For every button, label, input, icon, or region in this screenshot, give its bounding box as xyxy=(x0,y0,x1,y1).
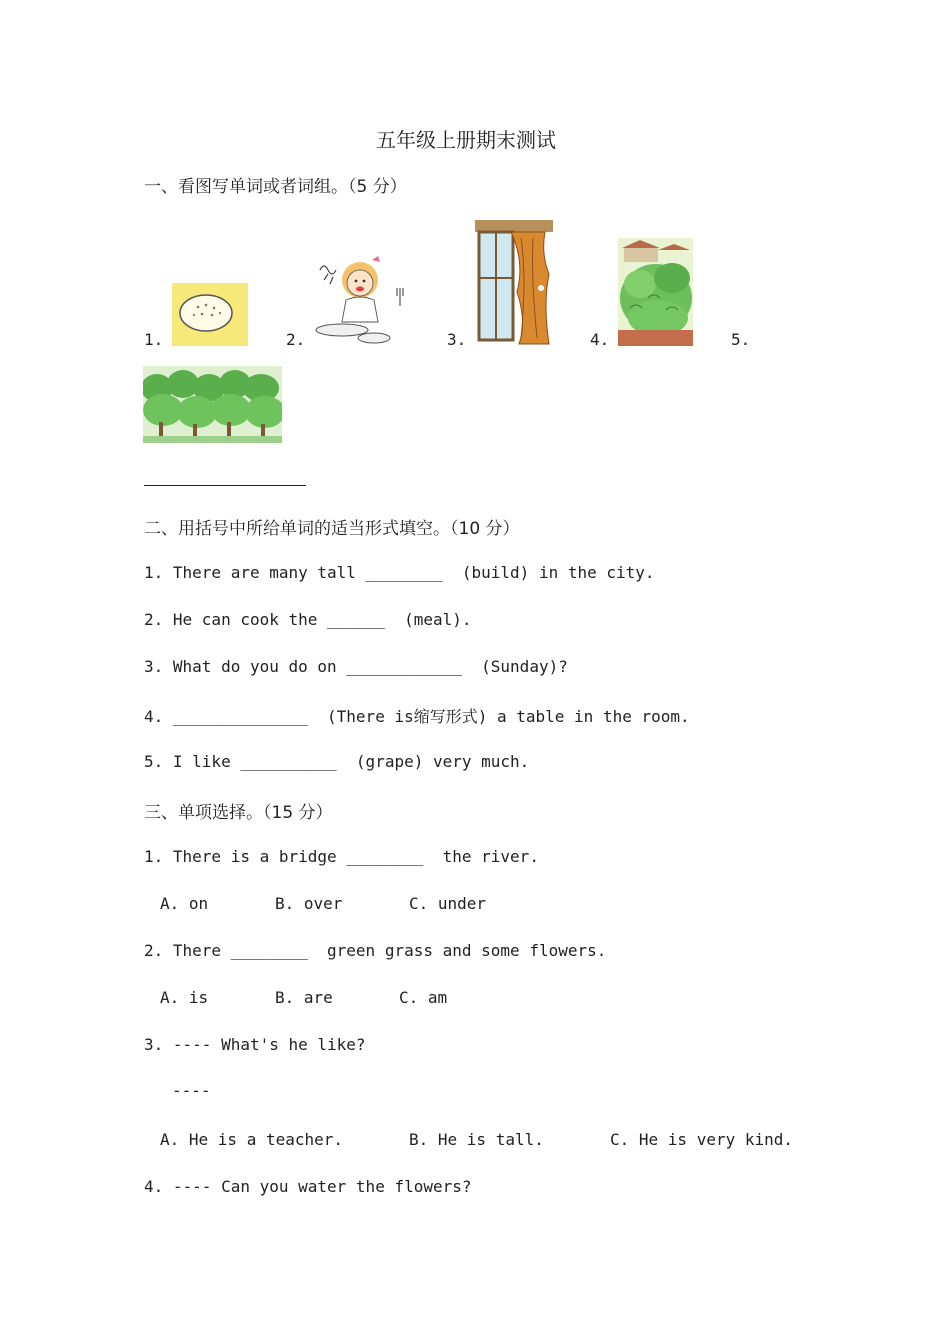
choice-question-1: 1. There is a bridge ________ the river. xyxy=(144,847,539,866)
fill-blank-item-5: 5. I like __________ (grape) very much. xyxy=(144,752,530,771)
question-number-3: 3. xyxy=(447,330,467,349)
option-1b: B. over xyxy=(275,894,343,913)
section2-heading: 二、用括号中所给单词的适当形式填空。（10 分） xyxy=(144,519,520,539)
option-1c: C. under xyxy=(409,894,487,913)
choice-question-3: 3. ---- What's he like? xyxy=(144,1035,366,1054)
bread-picture xyxy=(172,283,248,346)
page-title: 五年级上册期末测试 xyxy=(376,128,556,152)
answer-line[interactable] xyxy=(144,485,306,486)
question-number-1: 1. xyxy=(144,330,164,349)
dialog-answer-dash: ---- xyxy=(172,1081,211,1100)
option-3a: A. He is a teacher. xyxy=(160,1130,344,1149)
girl-eating-picture xyxy=(312,250,412,347)
choice-question-4: 4. ---- Can you water the flowers? xyxy=(144,1177,472,1196)
curtain-window-picture xyxy=(475,218,553,346)
question-number-4: 4. xyxy=(590,330,610,349)
choice-question-2: 2. There ________ green grass and some flowers. xyxy=(144,941,607,960)
fill-blank-item-3: 3. What do you do on ____________ (Sunday)? xyxy=(144,657,568,676)
option-3b: B. He is tall. xyxy=(409,1130,544,1149)
option-2a: A. is xyxy=(160,988,209,1007)
option-3c: C. He is very kind. xyxy=(610,1130,794,1149)
question-number-5: 5. xyxy=(731,330,751,349)
fill-blank-item-1: 1. There are many tall ________ (build) in the city. xyxy=(144,563,655,582)
question-number-2: 2. xyxy=(286,330,306,349)
option-2c: C. am xyxy=(399,988,448,1007)
forest-picture xyxy=(143,366,282,443)
option-2b: B. are xyxy=(275,988,333,1007)
section1-heading: 一、看图写单词或者词组。（5 分） xyxy=(144,177,407,197)
fill-blank-item-2: 2. He can cook the ______ (meal). xyxy=(144,610,472,629)
option-1a: A. on xyxy=(160,894,209,913)
house-trees-picture xyxy=(618,238,693,346)
section3-heading: 三、单项选择。（15 分） xyxy=(144,803,333,823)
fill-blank-item-4: 4. ______________ (There is缩写形式) a table in the room. xyxy=(144,707,690,726)
